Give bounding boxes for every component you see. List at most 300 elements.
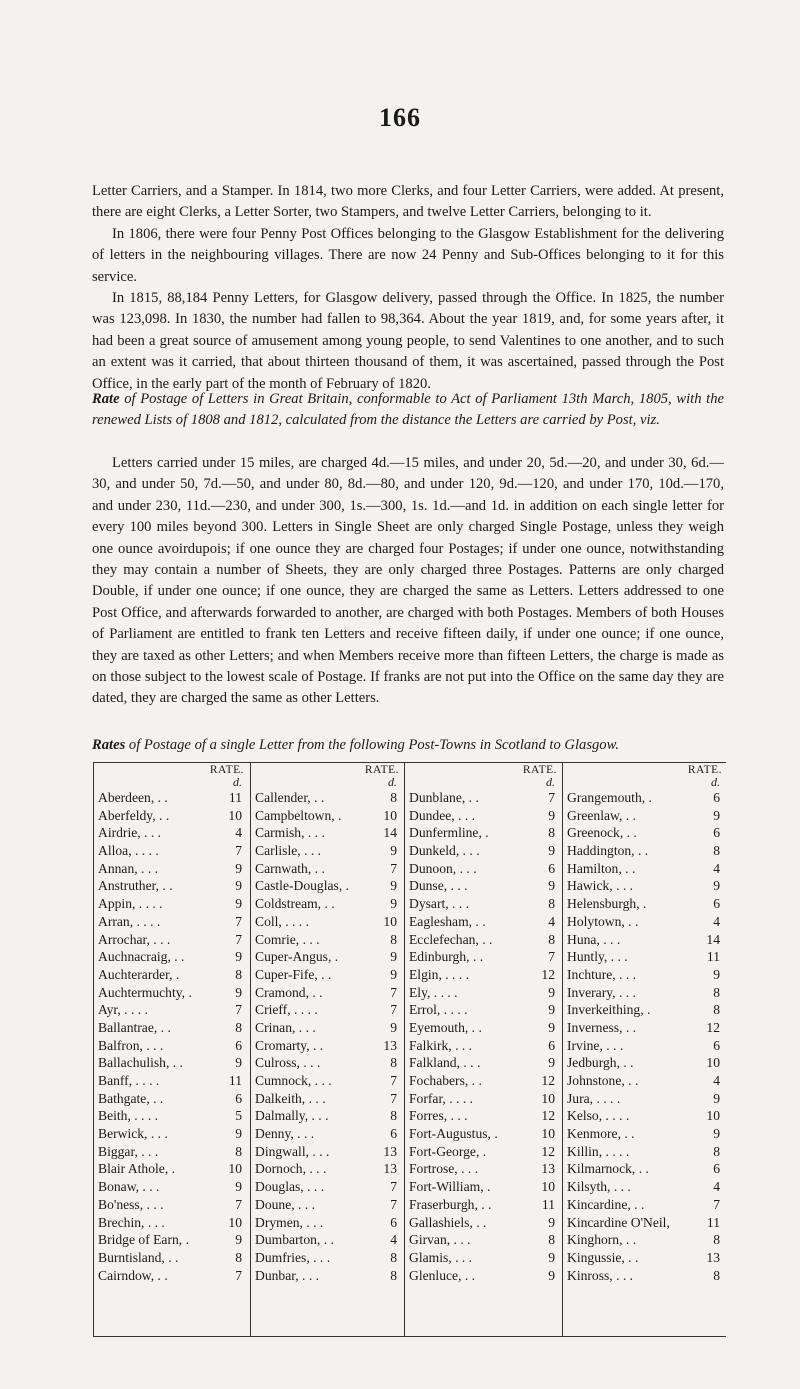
rate-value: 8 <box>713 1267 720 1283</box>
rate-value: 6 <box>390 1214 397 1230</box>
table-row <box>563 1037 728 1055</box>
rate-value: 9 <box>548 1002 555 1018</box>
rate-value: 6 <box>713 1037 720 1053</box>
rate-value: 4 <box>713 913 720 929</box>
table-row <box>251 931 405 949</box>
rate-value: 7 <box>235 913 242 929</box>
table-row <box>405 1249 563 1267</box>
post-town: Berwick, . . . <box>98 1126 168 1142</box>
rate-value: 8 <box>548 931 555 947</box>
table-row <box>563 842 728 860</box>
rate-value: 7 <box>235 931 242 947</box>
table-row <box>563 1090 728 1108</box>
table-row <box>94 966 250 984</box>
rate-value: 11 <box>706 949 720 965</box>
table-row <box>94 1019 250 1037</box>
table-row <box>251 789 405 807</box>
table-row <box>405 789 563 807</box>
rate-value: 10 <box>228 1214 242 1230</box>
rate-value: 10 <box>541 1126 555 1142</box>
rate-value: 9 <box>548 984 555 1000</box>
paragraph-2: In 1806, there were four Penny Post Offices belonging to the Glasgow Establishment for the delivering of letters in the neighbouring villages. There are now 24 Penny and Sub-Offices belonging to it for this service. <box>92 225 724 285</box>
post-town: Doune, . . . <box>255 1196 316 1212</box>
rate-value: 9 <box>713 1090 720 1106</box>
post-town: Elgin, . . . . <box>409 966 470 982</box>
rate-value: 9 <box>235 1126 242 1142</box>
post-town: Crieff, . . . . <box>255 1002 318 1018</box>
post-town: Dundee, . . . <box>409 807 476 823</box>
rate-value: 6 <box>390 1126 397 1142</box>
rate-value: 9 <box>235 984 242 1000</box>
rate-value: 9 <box>713 966 720 982</box>
rate-value: 9 <box>548 878 555 894</box>
rate-value: 9 <box>235 1179 242 1195</box>
post-town: Dalmally, . . . <box>255 1108 329 1124</box>
post-town: Cramond, . . <box>255 984 323 1000</box>
table-row <box>94 1249 250 1267</box>
post-town: Fochabers, . . <box>409 1073 482 1088</box>
table-row <box>251 895 405 913</box>
post-town: Killin, . . . . <box>567 1143 630 1159</box>
rate-value: 9 <box>390 843 397 859</box>
rate-value: 9 <box>235 860 242 876</box>
rate-value: 9 <box>548 1214 555 1230</box>
rate-value: 8 <box>713 1143 720 1159</box>
rate-value: 8 <box>390 1055 397 1071</box>
post-town: Kilmarnock, . . <box>567 1161 649 1177</box>
post-town: Glamis, . . . <box>409 1249 473 1265</box>
rate-value: 13 <box>541 1161 555 1177</box>
rate-value: 7 <box>390 1196 397 1212</box>
rate-value: 9 <box>235 896 242 912</box>
rates-column <box>250 763 405 1336</box>
rate-value: 14 <box>383 825 397 841</box>
column-header <box>251 763 405 789</box>
rate-value: 12 <box>541 1108 555 1124</box>
rate-header: RATE. <box>209 764 244 776</box>
post-town: Kincardine O'Neil, <box>567 1214 670 1230</box>
rate-value: 13 <box>383 1037 397 1053</box>
rate-value: 12 <box>541 1143 555 1159</box>
table-row <box>563 1249 728 1267</box>
rate-value: 10 <box>706 1108 720 1124</box>
rate-value: 6 <box>713 896 720 912</box>
post-town: Girvan, . . . <box>409 1232 471 1248</box>
table-row <box>251 1231 405 1249</box>
rate-value: 8 <box>390 1249 397 1265</box>
rate-value: 9 <box>390 1019 397 1035</box>
rate-header: RATE. <box>687 764 722 776</box>
post-town: Huna, . . . <box>567 931 621 947</box>
table-row <box>94 789 250 807</box>
table-row <box>563 1231 728 1249</box>
rate-value: 9 <box>548 1249 555 1265</box>
rate-value: 4 <box>235 825 242 841</box>
table-row <box>251 877 405 895</box>
table-row <box>405 860 563 878</box>
rate-value: 7 <box>390 1002 397 1018</box>
post-town: Hawick, . . . <box>567 878 634 894</box>
post-town: Dunblane, . . <box>409 790 479 805</box>
table-row <box>251 984 405 1002</box>
table-row <box>563 948 728 966</box>
table-row <box>405 1214 563 1232</box>
post-town: Auchnacraig, . . <box>98 949 185 965</box>
table-row <box>563 1160 728 1178</box>
table-row <box>94 1125 250 1143</box>
table-row <box>563 913 728 931</box>
unit-header: d. <box>711 775 720 789</box>
table-row <box>563 931 728 949</box>
table-row <box>563 1196 728 1214</box>
table-row <box>251 1160 405 1178</box>
post-town: Dumfries, . . . <box>255 1249 331 1265</box>
table-row <box>94 1107 250 1125</box>
table-row <box>251 1107 405 1125</box>
table-row <box>94 931 250 949</box>
post-town: Callender, . . <box>255 790 325 805</box>
table-row <box>251 1196 405 1214</box>
post-town: Castle-Douglas, . <box>255 878 350 894</box>
post-town: Auchtermuchty, . <box>98 984 192 1000</box>
post-town: Kingussie, . . <box>567 1249 639 1265</box>
column-header <box>563 763 728 789</box>
rate-value: 7 <box>548 790 555 805</box>
rate-value: 7 <box>390 1179 397 1195</box>
post-town: Glenluce, . . <box>409 1267 476 1283</box>
rate-value: 8 <box>713 984 720 1000</box>
table-row <box>405 1196 563 1214</box>
post-town: Huntly, . . . <box>567 949 628 965</box>
post-town: Grangemouth, . <box>567 790 652 805</box>
post-town: Dornoch, . . . <box>255 1161 327 1177</box>
post-town: Jedburgh, . . <box>567 1055 634 1071</box>
table-row <box>94 1037 250 1055</box>
table-row <box>563 1125 728 1143</box>
table-row <box>405 1019 563 1037</box>
post-town: Kenmore, . . <box>567 1126 635 1142</box>
table-row <box>94 1054 250 1072</box>
post-town: Bathgate, . . <box>98 1090 164 1106</box>
table-row <box>563 1019 728 1037</box>
table-row <box>405 1231 563 1249</box>
post-town: Alloa, . . . . <box>98 843 159 859</box>
post-town: Dysart, . . . <box>409 896 470 912</box>
table-row <box>94 1267 250 1285</box>
rates-column <box>404 763 563 1336</box>
post-town: Dumbarton, . . <box>255 1232 334 1248</box>
rate-value: 4 <box>713 1179 720 1195</box>
post-town: Falkirk, . . . <box>409 1037 473 1053</box>
rate-section-title <box>92 389 724 432</box>
post-town: Edinburgh, . . <box>409 949 484 965</box>
rate-value: 8 <box>235 1143 242 1159</box>
rate-value: 8 <box>235 1019 242 1035</box>
post-town: Bo'ness, . . . <box>98 1196 164 1212</box>
rates-table <box>93 762 726 1337</box>
post-town: Fort-Augustus, . <box>409 1126 498 1142</box>
rate-header: RATE. <box>364 764 399 776</box>
rate-header: RATE. <box>522 764 557 776</box>
table-row <box>405 895 563 913</box>
paragraph-1: Letter Carriers, and a Stamper. In 1814, two more Clerks, and four Letter Carriers, were added. At present, there are eight Clerks, a Letter Sorter, two Stampers, and twelve Letter Carriers, belonging to it. <box>92 183 724 221</box>
table-row <box>405 824 563 842</box>
page-number: 166 <box>379 103 421 132</box>
rate-value: 7 <box>235 843 242 859</box>
table-row <box>405 931 563 949</box>
rate-value: 6 <box>548 1037 555 1053</box>
table-row <box>251 842 405 860</box>
rate-value: 13 <box>383 1143 397 1159</box>
table-row <box>405 1090 563 1108</box>
table-row <box>94 1214 250 1232</box>
post-town: Cumnock, . . . <box>255 1073 332 1088</box>
post-town: Appin, . . . . <box>98 896 163 912</box>
table-row <box>251 1054 405 1072</box>
rate-value: 13 <box>706 1249 720 1265</box>
table-row <box>563 966 728 984</box>
rate-value: 12 <box>541 966 555 982</box>
table-row <box>405 1072 563 1090</box>
table-row <box>94 948 250 966</box>
table-row <box>251 1178 405 1196</box>
table-row <box>94 1072 250 1090</box>
rate-value: 10 <box>383 913 397 929</box>
post-town: Hamilton, . . <box>567 860 636 876</box>
rate-value: 10 <box>706 1055 720 1071</box>
post-town: Greenlaw, . . <box>567 807 636 823</box>
post-town: Annan, . . . <box>98 860 159 876</box>
post-town: Ballantrae, . . <box>98 1019 171 1035</box>
rate-value: 6 <box>235 1037 242 1053</box>
table-row <box>251 966 405 984</box>
rate-value: 10 <box>541 1090 555 1106</box>
post-town: Auchterarder, . <box>98 966 180 982</box>
rate-value: 11 <box>228 1073 242 1088</box>
rate-value: 7 <box>235 1196 242 1212</box>
rate-value: 8 <box>235 1249 242 1265</box>
table-row <box>405 1143 563 1161</box>
rate-value: 6 <box>235 1090 242 1106</box>
post-town: Kinross, . . . <box>567 1267 634 1283</box>
rate-value: 9 <box>548 1055 555 1071</box>
table-row <box>563 877 728 895</box>
post-town: Carnwath, . . <box>255 860 325 876</box>
rate-value: 8 <box>548 896 555 912</box>
rate-value: 6 <box>713 825 720 841</box>
table-row <box>251 913 405 931</box>
post-town: Cuper-Angus, . <box>255 949 339 965</box>
table-row <box>251 1090 405 1108</box>
post-town: Holytown, . . <box>567 913 639 929</box>
rate-value: 9 <box>390 966 397 982</box>
rate-value: 12 <box>706 1019 720 1035</box>
rate-value: 4 <box>548 913 555 929</box>
post-town: Helensburgh, . <box>567 896 647 912</box>
post-town: Greenock, . . <box>567 825 637 841</box>
table-row <box>405 1178 563 1196</box>
rate-value: 6 <box>713 1161 720 1177</box>
post-town: Dunoon, . . . <box>409 860 477 876</box>
rate-value: 11 <box>706 1214 720 1230</box>
rate-value: 8 <box>713 843 720 859</box>
table-row <box>405 1160 563 1178</box>
rate-value: 9 <box>235 1055 242 1071</box>
rate-value: 9 <box>390 878 397 894</box>
post-town: Gallashiels, . . <box>409 1214 487 1230</box>
post-town: Beith, . . . . <box>98 1108 159 1124</box>
rate-value: 11 <box>228 790 242 805</box>
table-row <box>251 1143 405 1161</box>
post-town: Douglas, . . . <box>255 1179 325 1195</box>
post-town: Coll, . . . . <box>255 913 310 929</box>
rules-paragraph: Letters carried under 15 miles, are charged 4d.—15 miles, and under 20, 5d.—20, and under 30, 6d.—30, and under 50, 7d.—50, and under 80, 8d.—80, and under 120, 9d.—120, and under 170, 10d.—170, and under 230, 11d.—230, and under 300, 1s.—300, 1s. 1d.—and 1d. in addition on each single letter for every 100 miles beyond 300. Letters in Single Sheet are only charged Single Postage, unless they weigh one ounce avoirdupois; if one ounce they are charged four Postages; if under one ounce, notwithstanding they may contain a number of Sheets, they are only charged three Postages. Patterns are only charged Double, if under one ounce; if one ounce, they are charged the same as Letters. Letters addressed to one Post Office, and afterwards forwarded to another, are charged with both Postages. Members of both Houses of Parliament are entitled to frank ten Letters and receive fifteen daily, if under one ounce; if one ounce, they are taxed as other Letters; and when Members receive more than fifteen Letters, the charge is made as on those subject to the lowest scale of Postage. If franks are not put into the Office on the same day they are dated, they are charged the same as other Letters. <box>92 455 724 707</box>
table-row <box>405 948 563 966</box>
post-town: Carmish, . . . <box>255 825 325 841</box>
table-row <box>405 1037 563 1055</box>
table-row <box>563 1107 728 1125</box>
rate-value: 4 <box>390 1232 397 1248</box>
table-row <box>94 1143 250 1161</box>
rate-value: 8 <box>390 790 397 805</box>
rate-section-rest: of Postage of Letters in Great Britain, conformable to Act of Parliament 13th March, 1805, with the renewed Lists of 1808 and 1812, calculated from the distance the Letters are carried by Post, viz. <box>92 391 724 429</box>
table-row <box>251 1072 405 1090</box>
rate-value: 7 <box>235 1002 242 1018</box>
post-town: Burntisland, . . <box>98 1249 179 1265</box>
table-row <box>563 1143 728 1161</box>
rate-section-lead: Rate <box>92 391 120 407</box>
rate-value: 8 <box>235 966 242 982</box>
rate-value: 9 <box>548 843 555 859</box>
rate-value: 8 <box>390 1267 397 1283</box>
table-row <box>405 807 563 825</box>
table-row <box>405 1267 563 1285</box>
post-town: Inverness, . . <box>567 1019 637 1035</box>
table-section-title <box>92 735 724 755</box>
table-row <box>94 842 250 860</box>
post-town: Errol, . . . . <box>409 1002 468 1018</box>
table-row <box>94 1160 250 1178</box>
rate-value: 8 <box>390 1108 397 1124</box>
table-row <box>563 860 728 878</box>
rate-value: 9 <box>390 949 397 965</box>
rate-value: 11 <box>541 1196 555 1212</box>
rate-value: 7 <box>713 1196 720 1212</box>
rate-value: 9 <box>548 1019 555 1035</box>
post-town: Eyemouth, . . <box>409 1019 482 1035</box>
table-row <box>94 824 250 842</box>
post-town: Arran, . . . . <box>98 913 161 929</box>
post-town: Dingwall, . . . <box>255 1143 330 1159</box>
post-town: Aberdeen, . . <box>98 790 168 805</box>
rate-value: 14 <box>706 931 720 947</box>
post-town: Dunse, . . . <box>409 878 468 894</box>
rates-column <box>562 763 728 1336</box>
post-town: Forfar, . . . . <box>409 1090 474 1106</box>
post-town: Inchture, . . . <box>567 966 637 982</box>
rate-value: 13 <box>383 1161 397 1177</box>
post-town: Fort-George, . <box>409 1143 487 1159</box>
table-row <box>563 1214 728 1232</box>
rate-value: 8 <box>713 1232 720 1248</box>
rate-value: 9 <box>713 1126 720 1142</box>
rate-value: 7 <box>235 1267 242 1283</box>
table-row <box>251 1125 405 1143</box>
rate-value: 9 <box>548 1267 555 1283</box>
table-row <box>94 807 250 825</box>
rate-value: 10 <box>541 1179 555 1195</box>
rate-value: 7 <box>390 984 397 1000</box>
rate-value: 10 <box>383 807 397 823</box>
table-row <box>405 1125 563 1143</box>
rate-value: 7 <box>390 1073 397 1088</box>
table-row <box>94 1178 250 1196</box>
table-row <box>563 895 728 913</box>
post-town: Irvine, . . . <box>567 1037 624 1053</box>
table-row <box>563 1001 728 1019</box>
post-town: Kilsyth, . . . <box>567 1179 631 1195</box>
rates-column <box>94 763 250 1336</box>
unit-header: d. <box>388 775 397 789</box>
rate-value: 9 <box>713 878 720 894</box>
table-section-rest: of Postage of a single Letter from the following Post-Towns in Scotland to Glasgow. <box>125 737 619 753</box>
rate-value: 9 <box>235 878 242 894</box>
table-row <box>563 1072 728 1090</box>
table-row <box>405 984 563 1002</box>
post-town: Dunfermline, . <box>409 825 489 841</box>
table-row <box>94 1231 250 1249</box>
post-town: Jura, . . . . <box>567 1090 621 1106</box>
post-town: Falkland, . . . <box>409 1055 481 1071</box>
intro-text <box>92 181 724 395</box>
table-row <box>94 1001 250 1019</box>
post-town: Dunkeld, . . . <box>409 843 480 859</box>
rate-value: 7 <box>390 860 397 876</box>
post-town: Inverary, . . . <box>567 984 636 1000</box>
table-row <box>251 860 405 878</box>
table-row <box>405 1054 563 1072</box>
rate-value: 9 <box>235 949 242 965</box>
table-row <box>563 824 728 842</box>
post-town: Ecclefechan, . . <box>409 931 493 947</box>
post-town: Bridge of Earn, . <box>98 1232 189 1248</box>
post-town: Blair Athole, . <box>98 1161 176 1177</box>
post-town: Johnstone, . . <box>567 1073 639 1088</box>
post-town: Bonaw, . . . <box>98 1179 160 1195</box>
rate-value: 7 <box>548 949 555 965</box>
table-row <box>405 877 563 895</box>
rate-value: 12 <box>541 1073 555 1088</box>
table-row <box>251 1249 405 1267</box>
unit-header: d. <box>546 775 555 789</box>
post-town: Carlisle, . . . <box>255 843 322 859</box>
post-town: Banff, . . . . <box>98 1073 160 1088</box>
rate-value: 10 <box>228 807 242 823</box>
rate-value: 10 <box>228 1161 242 1177</box>
table-row <box>94 860 250 878</box>
table-row <box>563 984 728 1002</box>
table-row <box>405 966 563 984</box>
paragraph-3: In 1815, 88,184 Penny Letters, for Glasgow delivery, passed through the Office. In 1825, the number was 123,098. In 1830, the number had fallen to 98,364. About the year 1819, and, for some years after, it had been a great source of amusement among young people, to send Valentines to one another, and to such an extent was it carried, that about thirteen thousand of them, it was ascertained, passed through the Post Office, in the early part of the month of February of 1820. <box>92 290 724 392</box>
post-town: Coldstream, . . <box>255 896 335 912</box>
table-row <box>94 1090 250 1108</box>
post-town: Cairndow, . . <box>98 1267 168 1283</box>
column-header <box>405 763 563 789</box>
table-row <box>94 895 250 913</box>
table-row <box>563 1267 728 1285</box>
table-row <box>94 984 250 1002</box>
rate-value: 4 <box>713 1073 720 1088</box>
